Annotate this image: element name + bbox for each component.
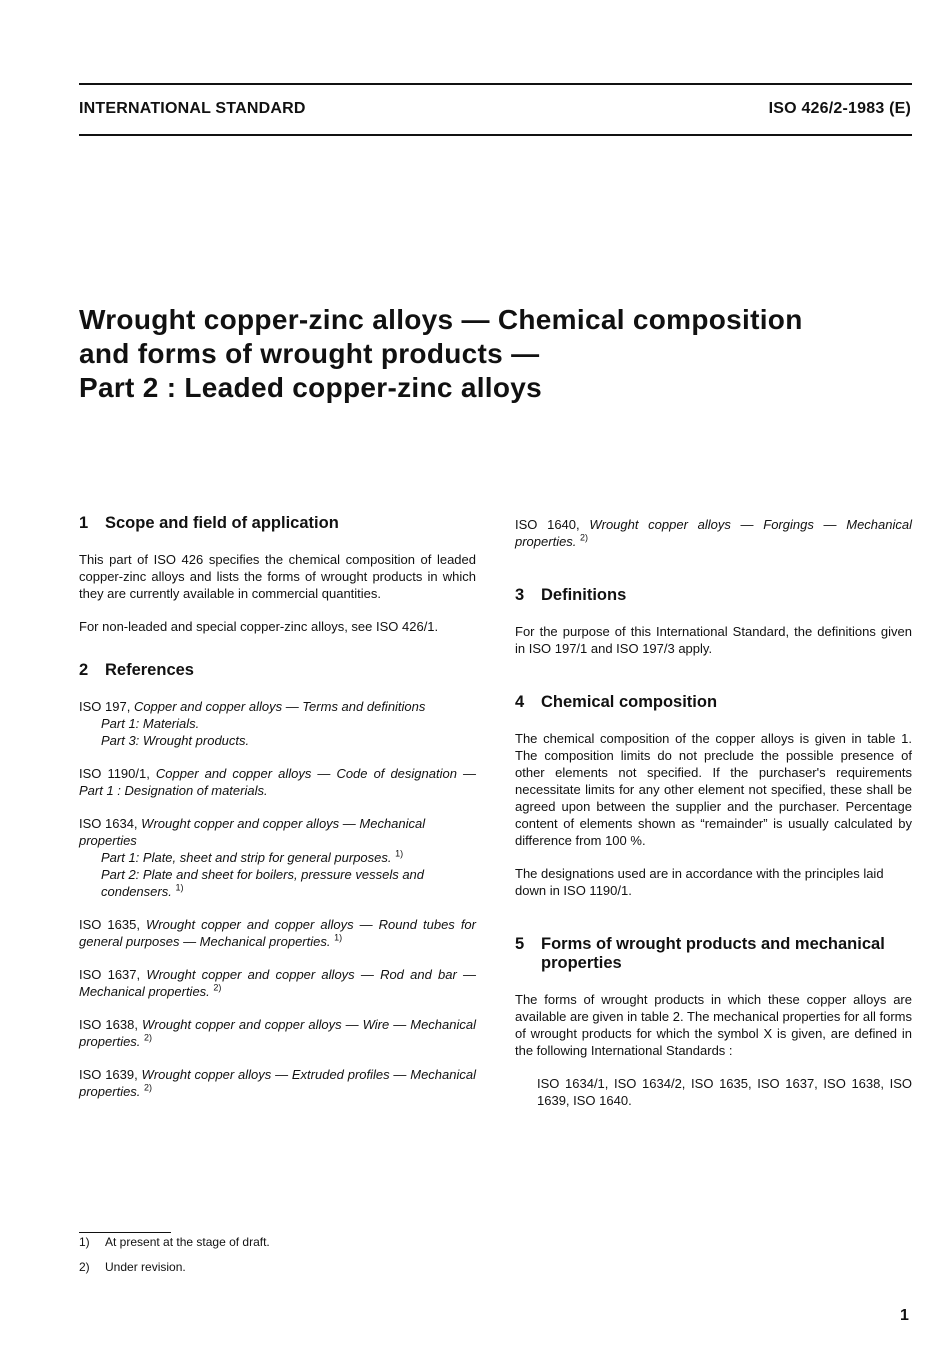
footnote-ref: 2) (580, 532, 589, 543)
reference-code: ISO 1638, (79, 1017, 138, 1032)
footnote-1 (79, 1235, 270, 1249)
reference-code: ISO 1635, (79, 917, 140, 932)
reference-title: Wrought copper and copper alloys — Round tubes for general purposes — Mechanical properties. (79, 917, 476, 949)
reference-title: Wrought copper and copper alloys — Wire — Mechanical properties. (79, 1017, 476, 1049)
section-4-title: Chemical composition (541, 693, 718, 711)
section-5-heading (515, 935, 912, 973)
reference-title: Copper and copper alloys — Terms and definitions (133, 699, 426, 714)
reference-iso-197 (79, 698, 476, 749)
footnote-ref: 1) (395, 848, 404, 859)
reference-iso-1634 (79, 815, 476, 900)
reference-iso-1638 (79, 1016, 476, 1050)
reference-part-1: Part 1: Plate, sheet and strip for general purposes. (101, 850, 392, 865)
reference-code: ISO 1640, (515, 517, 580, 532)
section-2-number: 2 (79, 661, 89, 679)
section-3-number: 3 (515, 586, 525, 604)
footnote-ref: 2) (144, 1032, 153, 1043)
footnote-rule (79, 1232, 171, 1233)
footnote-ref: 1) (334, 932, 343, 943)
reference-part-3: Part 3: Wrought products. (101, 733, 250, 748)
reference-title: Wrought copper alloys — Forgings — Mechanical properties. (515, 517, 912, 549)
title-line-2: and forms of wrought products — (79, 338, 540, 369)
section-3-title: Definitions (541, 586, 627, 604)
reference-part-2: Part 2: Plate and sheet for boilers, pressure vessels and condensers. (101, 867, 425, 899)
section-1-paragraph-1: This part of ISO 426 specifies the chemical composition of leaded copper-zinc alloys and lists the forms of wrought products in which they are currently available in commercial quantities. (79, 552, 476, 601)
section-3-heading (515, 586, 912, 605)
footnote-2-mark: 2) (79, 1260, 90, 1274)
section-2-heading (79, 661, 476, 680)
reference-title: Wrought copper and copper alloys — Mechanical properties (79, 816, 426, 848)
section-1-number: 1 (79, 514, 89, 532)
reference-iso-1635 (79, 916, 476, 950)
footnote-ref: 2) (213, 982, 222, 993)
section-5-title: Forms of wrought products and mechanical properties (541, 935, 885, 972)
header-right: ISO 426/2-1983 (E) (768, 100, 911, 117)
header-bottom-rule (79, 134, 912, 136)
section-5-standards-list: ISO 1634/1, ISO 1634/2, ISO 1635, ISO 1637, ISO 1638, ISO 1639, ISO 1640. (537, 1076, 912, 1108)
title-line-3: Part 2 : Leaded copper-zinc alloys (79, 372, 542, 403)
document-title (79, 303, 899, 405)
footnote-2-text: Under revision. (105, 1260, 186, 1274)
section-3-paragraph-1: For the purpose of this International Standard, the definitions given in ISO 197/1 and ISO 197/3 apply. (515, 624, 912, 656)
reference-title: Copper and copper alloys — Code of designation — Part 1 : Designation of materials. (79, 766, 476, 798)
right-column (515, 516, 912, 1125)
reference-code: ISO 1637, (79, 967, 141, 982)
footnote-ref: 1) (175, 882, 184, 893)
footnote-2 (79, 1260, 186, 1274)
header-top-rule (79, 83, 912, 85)
section-5-paragraph-1: The forms of wrought products in which these copper alloys are available are given in table 2. The mechanical properties for all forms of wrought products for which the symbol X is given, are defined in the following International Standards : (515, 992, 912, 1058)
section-4-paragraph-1: The chemical composition of the copper alloys is given in table 1. The composition limits do not preclude the possible presence of other elements not specified. If the purchaser's requirements necessitate limits for any other element not specified, these shall be agreed upon between the supplier and the purchaser. Percentage content of elements shown as “remainder” is usually calculated by difference from 100 %. (515, 731, 912, 848)
reference-iso-1640 (515, 516, 912, 550)
section-4-heading (515, 693, 912, 712)
reference-code: ISO 1190/1, (79, 766, 150, 781)
title-line-1: Wrought copper-zinc alloys — Chemical composition (79, 304, 803, 335)
section-5-number: 5 (515, 935, 525, 953)
footnote-ref: 2) (144, 1082, 153, 1093)
reference-title: Wrought copper and copper alloys — Rod and bar — Mechanical properties. (79, 967, 476, 999)
footnote-1-mark: 1) (79, 1235, 90, 1249)
reference-part-1: Part 1: Materials. (101, 716, 200, 731)
reference-iso-1639 (79, 1066, 476, 1100)
reference-code: ISO 1639, (79, 1067, 138, 1082)
reference-iso-1637 (79, 966, 476, 1000)
section-1-paragraph-2: For non-leaded and special copper-zinc alloys, see ISO 426/1. (79, 619, 439, 634)
section-1-heading (79, 514, 476, 533)
section-4-paragraph-2: The designations used are in accordance with the principles laid down in ISO 1190/1. (515, 866, 884, 898)
reference-code: ISO 197, (79, 699, 131, 714)
page-number: 1 (900, 1307, 909, 1324)
header-left: INTERNATIONAL STANDARD (79, 100, 306, 117)
reference-title: Wrought copper alloys — Extruded profiles — Mechanical properties. (79, 1067, 476, 1099)
reference-iso-1190-1 (79, 765, 476, 799)
footnote-1-text: At present at the stage of draft. (105, 1235, 270, 1249)
section-2-title: References (105, 661, 194, 679)
reference-code: ISO 1634, (79, 816, 138, 831)
left-column (79, 514, 476, 1116)
section-4-number: 4 (515, 693, 525, 711)
section-1-title: Scope and field of application (105, 514, 339, 532)
